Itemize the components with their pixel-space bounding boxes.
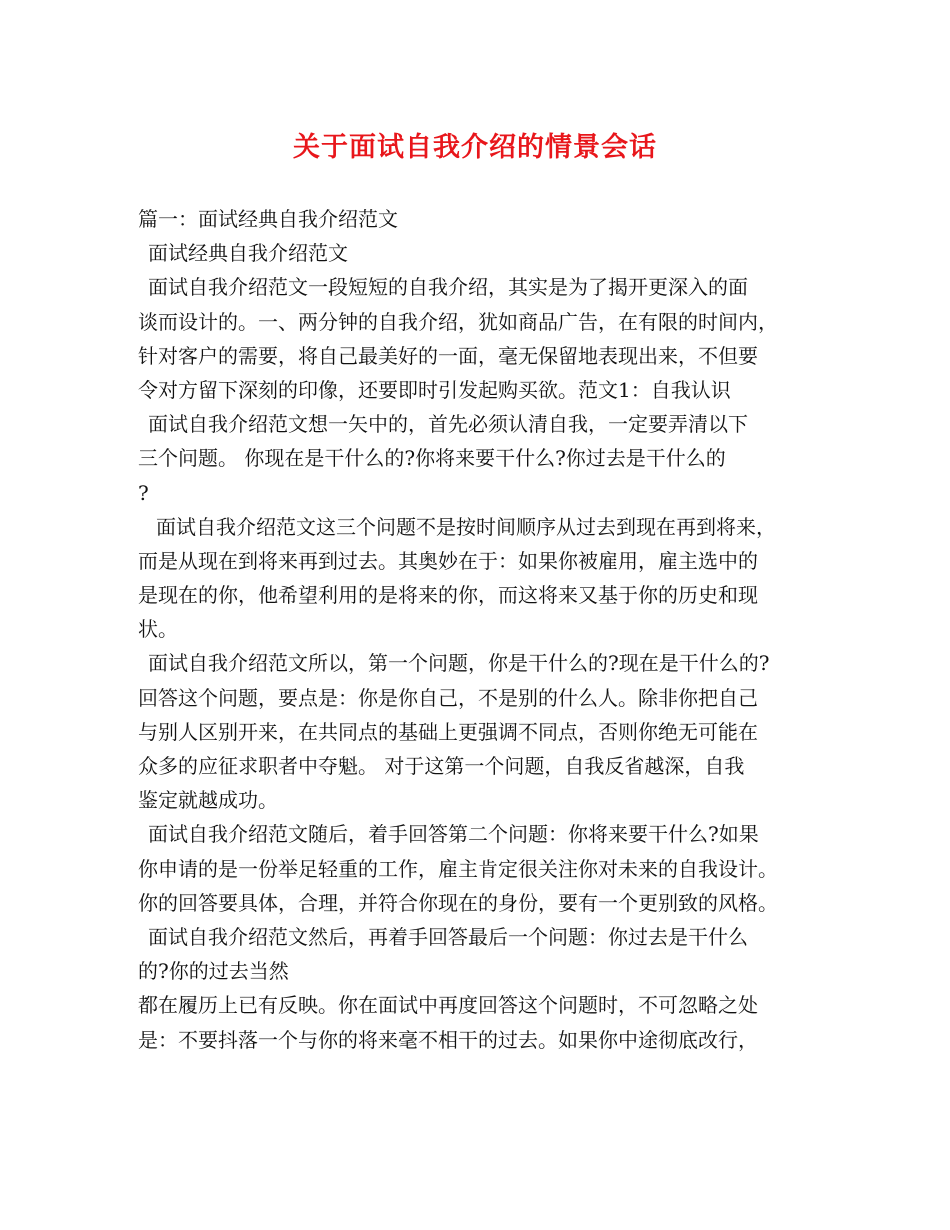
text-line: 是现在的你，他希望利用的是将来的你，而这将来又基于你的历史和现 (138, 583, 758, 608)
text-line: 都在履历上已有反映。你在面试中再度回答这个问题时，不可忽略之处 (138, 993, 758, 1018)
text-line: 面试自我介绍范文随后，着手回答第二个问题：你将来要干什么?如果 (148, 822, 759, 847)
text-line: 面试自我介绍范文这三个问题不是按时间顺序从过去到现在再到将来， (156, 514, 776, 539)
text-line: ? (138, 480, 149, 505)
text-line: 状。 (138, 617, 178, 642)
text-line: 与别人区别开来，在共同点的基础上更强调不同点，否则你绝无可能在 (138, 719, 758, 744)
text-line: 的?你的过去当然 (138, 959, 289, 984)
text-line: 谈而设计的。一、两分钟的自我介绍，犹如商品广告，在有限的时间内， (138, 309, 778, 334)
text-line: 面试经典自我介绍范文 (148, 241, 348, 266)
text-line: 是：不要抖落一个与你的将来毫不相干的过去。如果你中途彻底改行， (138, 1027, 758, 1052)
text-line: 而是从现在到将来再到过去。其奥妙在于：如果你被雇用，雇主选中的 (138, 548, 758, 573)
text-line: 面试自我介绍范文所以，第一个问题，你是干什么的?现在是干什么的? (148, 651, 770, 676)
text-line: 回答这个问题，要点是：你是你自己，不是别的什么人。除非你把自己 (138, 685, 758, 710)
text-line: 众多的应征求职者中夺魁。 对于这第一个问题，自我反省越深，自我 (138, 754, 745, 778)
text-line: 针对客户的需要，将自己最美好的一面，毫无保留地表现出来，不但要 (138, 343, 758, 368)
text-line: 面试自我介绍范文想一矢中的，首先必须认清自我，一定要弄清以下 (148, 412, 748, 437)
document-title: 关于面试自我介绍的情景会话 (293, 132, 657, 163)
text-line: 你申请的是一份举足轻重的工作，雇主肯定很关注你对未来的自我设计。 (138, 856, 778, 881)
text-line: 三个问题。 你现在是干什么的?你将来要干什么?你过去是干什么的 (138, 446, 726, 471)
text-line: 面试自我介绍范文一段短短的自我介绍，其实是为了揭开更深入的面 (148, 275, 748, 300)
text-line: 你的回答要具体，合理，并符合你现在的身份，要有一个更别致的风格。 (138, 890, 778, 915)
text-line: 鉴定就越成功。 (138, 788, 278, 813)
text-line: 面试自我介绍范文然后，再着手回答最后一个问题：你过去是干什么 (148, 924, 748, 949)
text-line: 令对方留下深刻的印像，还要即时引发起购买欲。范文1：自我认识 (138, 377, 731, 402)
text-line: 篇一：面试经典自我介绍范文 (138, 207, 398, 231)
document-body (138, 202, 828, 1057)
